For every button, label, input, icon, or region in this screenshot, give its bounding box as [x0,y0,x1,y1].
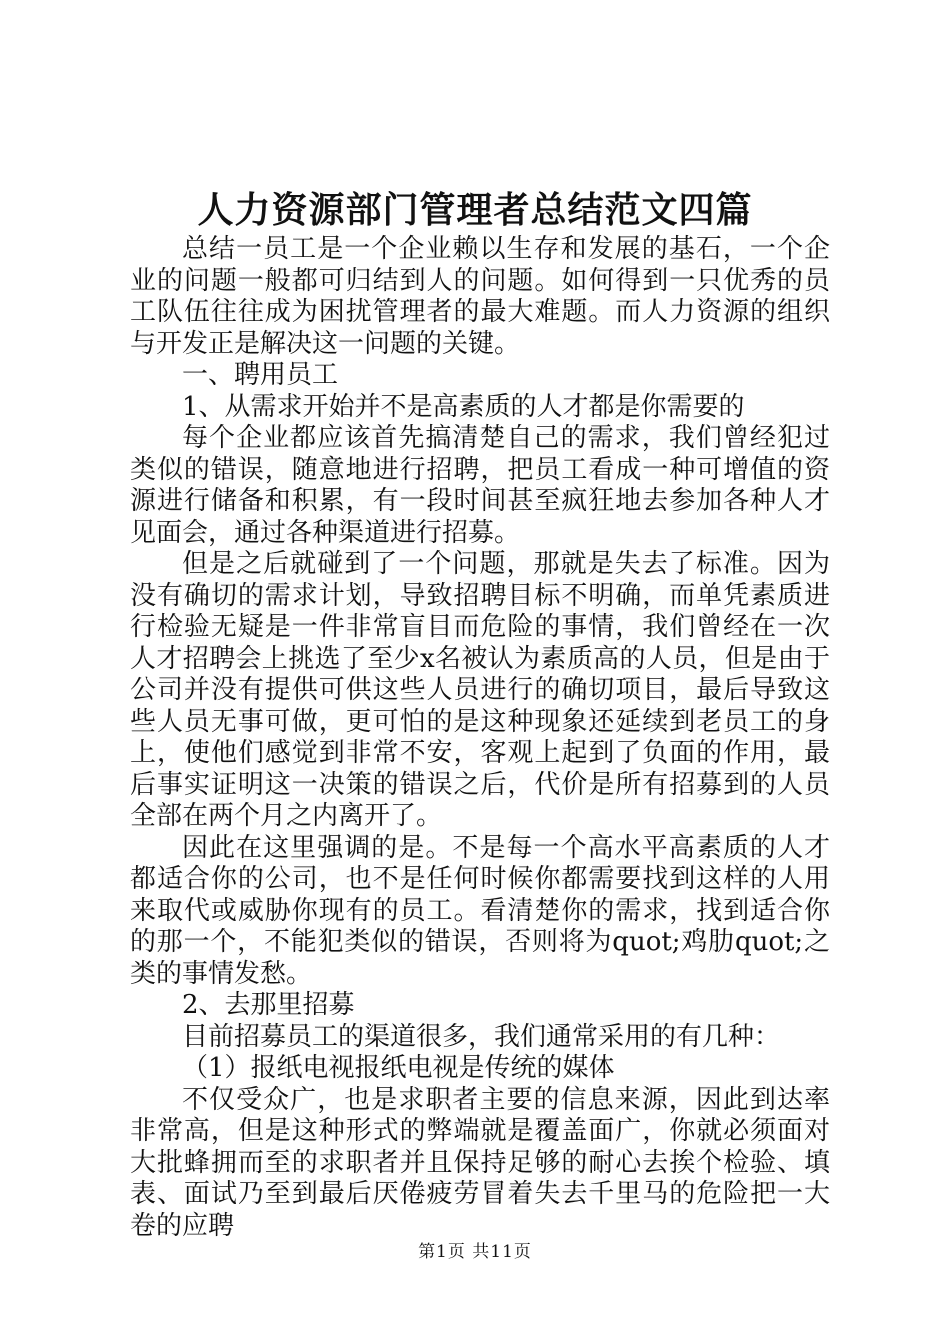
document-title: 人力资源部门管理者总结范文四篇 [197,189,753,231]
paragraph-intro: 总结一员工是一个企业赖以生存和发展的基石，一个企业的问题一般都可归结到人的问题。如何得到一只优秀的员工队伍往往成为困扰管理者的最大难题。而人力资源的组织与开发正是解决这一问题的关键。 [130,234,830,359]
paragraph-channels: 目前招募员工的渠道很多，我们通常采用的有几种： [182,1021,781,1052]
subheading-start-from-needs: 1、从需求开始并不是高素质的人才都是你需要的 [182,391,745,422]
section-heading-hiring: 一、聘用员工 [182,360,339,390]
subheading-newspaper-tv: （1）报纸电视报纸电视是传统的媒体 [182,1053,615,1083]
paragraph-newspaper-tv-detail: 不仅受众广，也是求职者主要的信息来源，因此到达率非常高，但是这种形式的弊端就是覆盖面广，你就必须面对大批蜂拥而至的求职者并且保持足够的耐心去挨个检验、填表、面试乃至到最后厌倦疲劳冒着失去千里马的危险把一大卷的应聘 [130,1084,830,1241]
subheading-where-to-recruit: 2、去那里招募 [182,990,355,1020]
document-body [130,234,830,1242]
page-footer: 第1页 共11页 [418,1242,532,1262]
paragraph-emphasis: 因此在这里强调的是。不是每一个高水平高素质的人才都适合你的公司，也不是任何时候你都需要找到这样的人用来取代或威胁你现有的员工。看清楚你的需求，找到适合你的那一个，不能犯类似的错误，否则将为quot;鸡肋quot;之类的事情发愁。 [130,832,830,989]
paragraph-lost-standard: 但是之后就碰到了一个问题，那就是失去了标准。因为没有确切的需求计划，导致招聘目标不明确，而单凭素质进行检验无疑是一件非常盲目而危险的事情，我们曾经在一次人才招聘会上挑选了至少x名被认为素质高的人员，但是由于公司并没有提供可供这些人员进行的确切项目，最后导致这些人员无事可做，更可怕的是这种现象还延续到老员工的身上，使他们感觉到非常不安，客观上起到了负面的作用，最后事实证明这一决策的错误之后，代价是所有招募到的人员全部在两个月之内离开了。 [130,549,830,831]
paragraph-clarify-needs: 每个企业都应该首先搞清楚自己的需求，我们曾经犯过类似的错误，随意地进行招聘，把员工看成一种可增值的资源进行储备和积累，有一段时间甚至疯狂地去参加各种人才见面会，通过各种渠道进行招募。 [130,423,830,548]
